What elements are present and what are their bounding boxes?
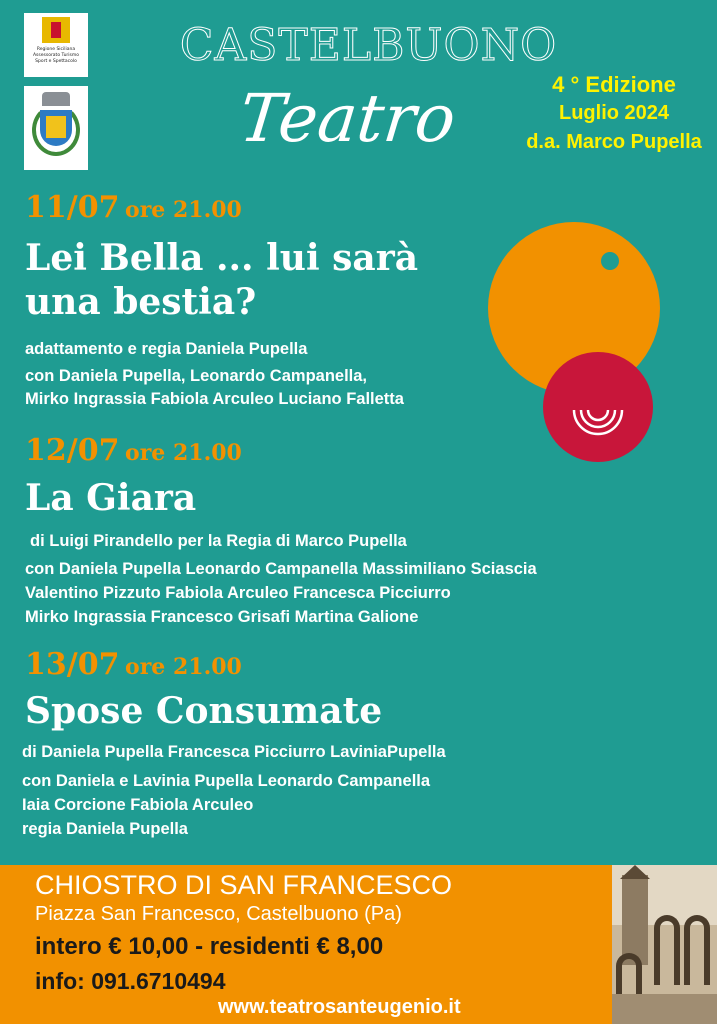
bell-tower-icon (622, 875, 648, 965)
show-title-line: una bestia? (25, 281, 257, 323)
show-date (25, 433, 242, 468)
region-logo-text: Regione Siciliana Assessorato Turismo Sport e Spettacolo (32, 47, 80, 64)
venue-name: CHIOSTRO DI SAN FRANCESCO (35, 870, 453, 900)
show-credit: con Daniela Pupella Leonardo Campanella Massimiliano Sciascia (25, 560, 537, 578)
edition-info (519, 70, 709, 157)
show-title-line: Spose Consumate (25, 690, 383, 732)
castelbuono-coat-of-arms-icon (24, 86, 88, 170)
photo-ground (612, 994, 717, 1024)
show-credit: adattamento e regia Daniela Pupella (25, 340, 308, 358)
show-title-line: La Giara (25, 477, 197, 519)
edition-number: 4 ° Edizione (552, 72, 676, 97)
edition-month: Luglio 2024 (558, 102, 670, 124)
ticket-price: intero € 10,00 - residenti € 8,00 (35, 933, 384, 960)
show-title (25, 476, 196, 520)
red-circle-soundwave-icon (543, 352, 653, 462)
cloister-photo (612, 865, 717, 1024)
show-credit: con Daniela e Lavinia Pupella Leonardo Campanella (22, 772, 431, 790)
circle-hole-decoration (601, 252, 619, 270)
show-title (25, 689, 382, 733)
show-credit: Iaia Corcione Fabiola Arculeo (22, 796, 254, 814)
show-time: ore 21.00 (125, 197, 242, 223)
town-title: CASTELBUONO (179, 20, 558, 71)
arch-icon (654, 915, 680, 985)
show-credit: di Luigi Pirandello per la Regia di Marco Pupella (30, 532, 407, 550)
show-credit: Mirko Ingrassia Fabiola Arculeo Luciano Falletta (25, 390, 404, 408)
show-credit: Valentino Pizzuto Fabiola Arculeo Francesca Picciurro (25, 584, 451, 602)
show-title-line: Lei Bella ... lui sarà (25, 237, 419, 279)
show-date-day: 11/07 (25, 190, 120, 225)
show-title (25, 236, 418, 324)
arch-icon (684, 915, 710, 985)
show-date-day: 13/07 (25, 647, 120, 682)
castle-icon (46, 116, 66, 138)
website-link[interactable]: www.teatrosanteugenio.it (218, 996, 461, 1018)
event-title: Teatro (235, 80, 460, 157)
artistic-director: d.a. Marco Pupella (526, 131, 702, 153)
show-date (25, 647, 242, 682)
show-time: ore 21.00 (125, 440, 242, 466)
show-time: ore 21.00 (125, 654, 242, 680)
show-credit: regia Daniela Pupella (22, 820, 188, 838)
show-date (25, 190, 242, 225)
show-credit: di Daniela Pupella Francesca Picciurro LaviniaPupella (22, 743, 446, 761)
info-phone: info: 091.6710494 (35, 968, 226, 994)
venue-address: Piazza San Francesco, Castelbuono (Pa) (35, 903, 402, 925)
tower-roof-icon (620, 865, 650, 879)
show-credit: Mirko Ingrassia Francesco Grisafi Martina Galione (25, 608, 419, 626)
show-date-day: 12/07 (25, 433, 120, 468)
soundwave-icon (543, 352, 653, 462)
show-credit: con Daniela Pupella, Leonardo Campanella, (25, 367, 368, 385)
